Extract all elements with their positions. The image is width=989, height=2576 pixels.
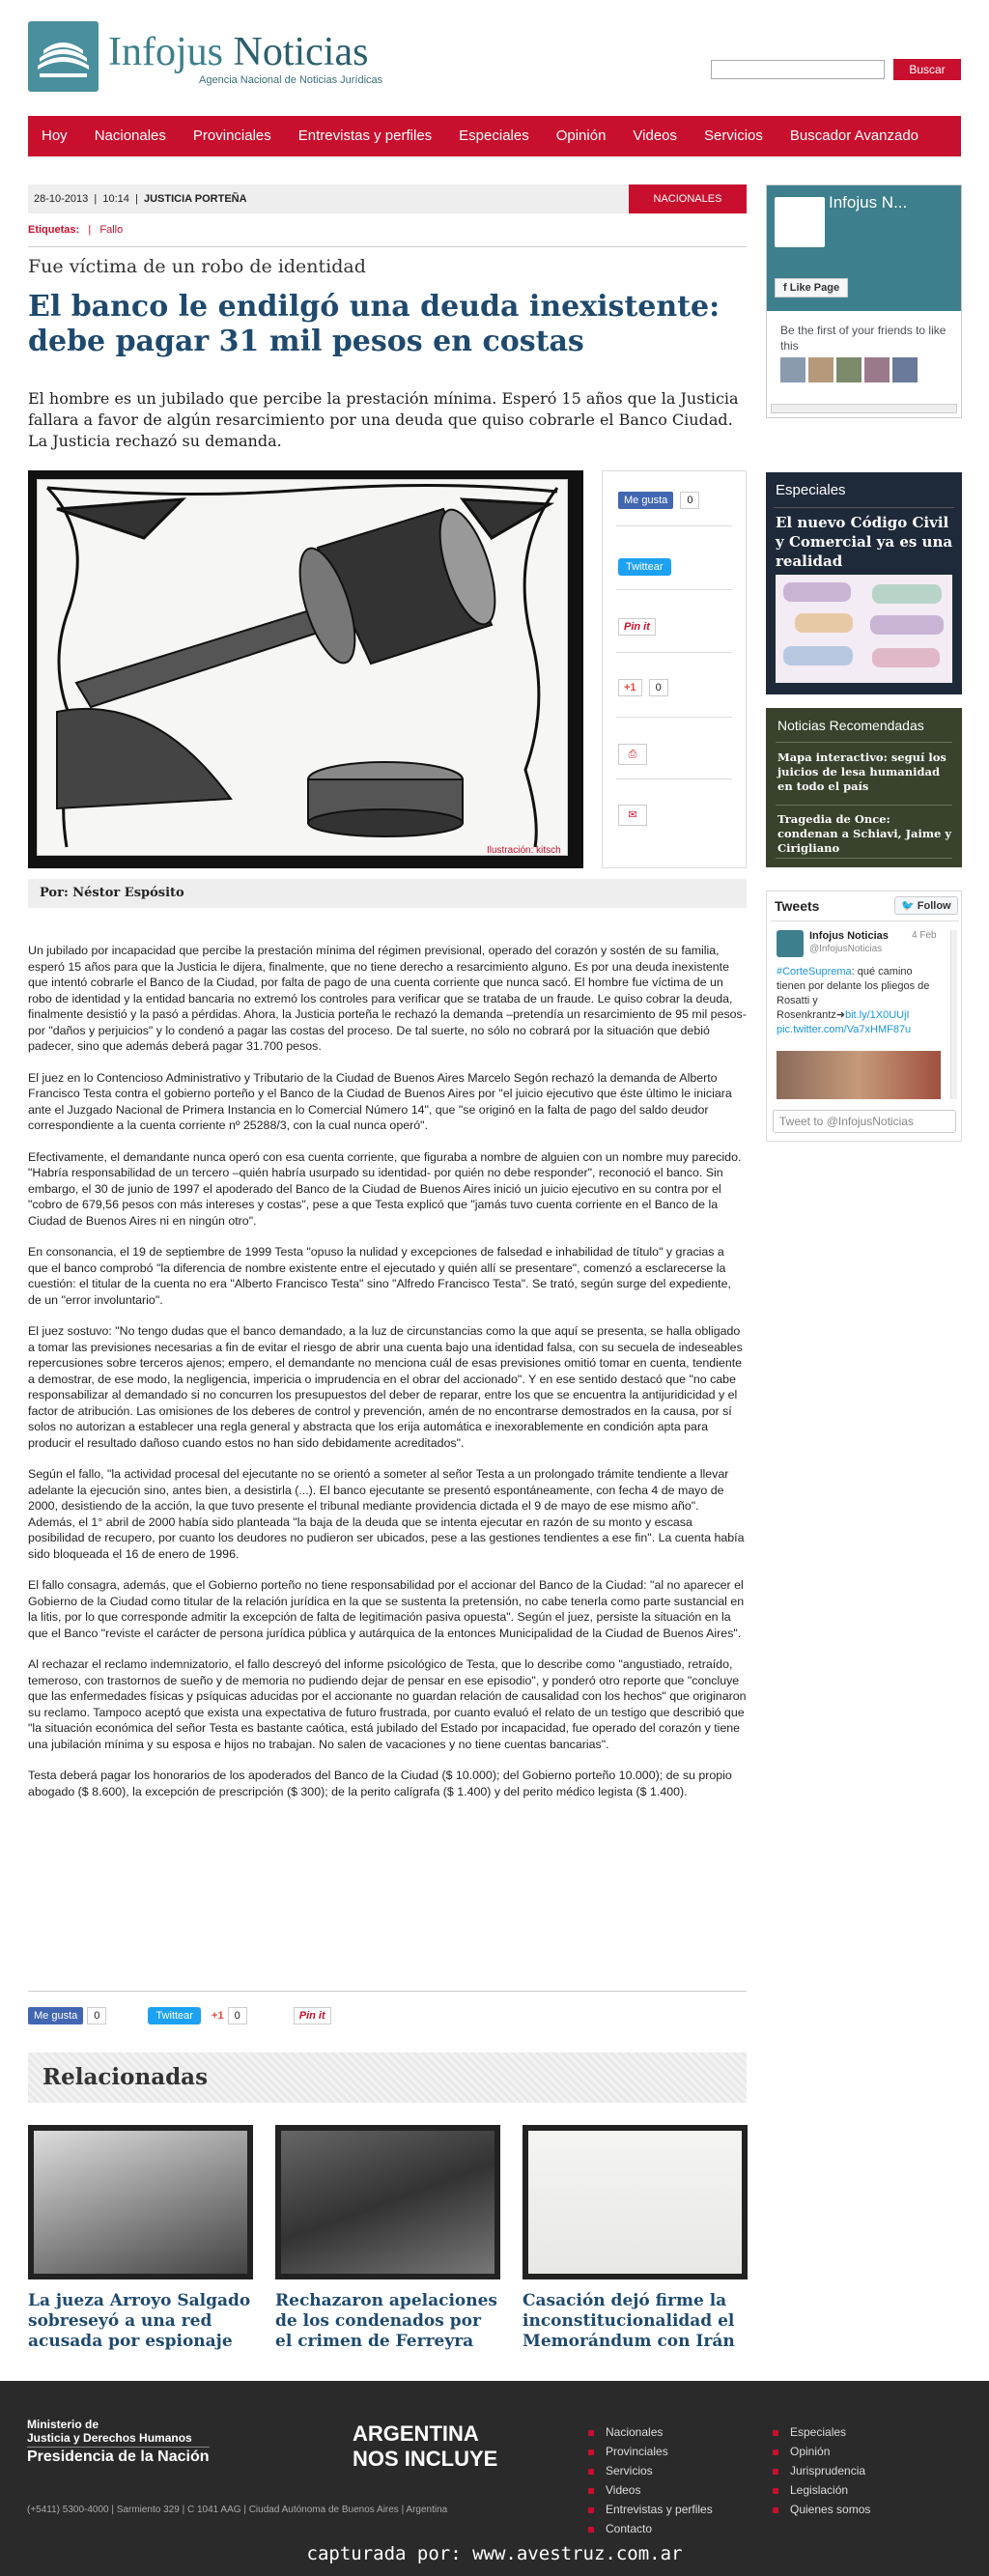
related-heading: Relacionadas — [28, 2052, 747, 2103]
footer-link[interactable]: Contacto — [606, 2522, 653, 2535]
paragraph: Testa deberá pagar los honorarios de los apoderados del Banco de la Ciudad ($ 10.000); del Gobierno porteño 10.000); de su propio abogado ($ 8.600), la excepción de prescripción ($ 300); de la perito calígrafa ($ 1.400) y del perito médico legista ($ 1.400). — [28, 1769, 732, 1798]
paragraph: El juez en lo Contencioso Administrativo y Tributario de la Ciudad de Buenos Aires Marcelo Segón rechazó la demanda de Alberto Francisco Testa contra el gobierno porteño y el Banco de la Ciudad de Buenos Aires por "el juicio ejecutivo que éste último le iniciara ante el Juzgado Nacional de Primera Instancia en lo Comercial Número 14", que "se originó en la falta de pago del saldo deudor correspondiente a la cuenta corriente nº 25288/3, con la cual nunca operó". — [28, 1070, 732, 1132]
article-meta-bar: 28-10-2013 | 10:14 | JUSTICIA PORTEÑA — [28, 184, 747, 213]
footer-link[interactable]: Entrevistas y perfiles — [606, 2503, 713, 2516]
footer-contact: (+5411) 5300-4000 | Sarmiento 329 | C 1041 AAG | Ciudad Autónoma de Buenos Aires | Argentina — [27, 2505, 448, 2515]
fb-like-count: 0 — [680, 492, 699, 509]
paragraph: El juez sostuvo: "No tengo dudas que el banco demandado, a la luz de circunstancias como la que aquí se presenta, se halla obligado a tomar las previsiones necesarias a fin de evitar el riesgo de abrir una cuenta bajo una identidad falsa, con su secuela de indeseables repercusiones sobre terceros ajenos; empero, el demandante no menciona cuál de esas previsiones omitió tomar en cuenta, tendiente a demostrar, de ese modo, la negligencia, impericia o imprudencia en el obrar del accionado". Y en ese sentido destacó que "no cabe responsabilizar al demandado si no concurren los presupuestos del deber de reparar, entre los que se encuentra la antijuridicidad y el factor de atribución. Las omisiones de los deberes de control y prevención, amén de no encontrarse demostrados en la causa, por sí solos no autorizan a establecer una regla general y abstracta que los erija automática e inexorablemente en condición apta para producir el resultado dañoso cuando estos no han sido debidamente acreditados". — [28, 1324, 743, 1450]
tweets-heading: Tweets — [775, 898, 820, 914]
nav-item-opinion[interactable]: Opinión — [555, 127, 607, 144]
avatar[interactable] — [836, 357, 862, 382]
footer-link[interactable]: Quienes somos — [790, 2503, 871, 2516]
tweet-photo[interactable] — [777, 1051, 941, 1099]
fb-like-page-button[interactable]: f Like Page — [775, 278, 848, 297]
paragraph: En consonancia, el 19 de septiembre de 1999 Testa "opuso la nulidad y excepciones de falsedad e inhabilidad de título" y gracias a que el banco comprobó "la diferencia de nombre existente entre el ejecutado y quién allí se presentare", comenzó a esclarecerse la cuestión: el titular de la cuenta no era "Alberto Francisco Testa" sino "Alfredo Francisco Testa". Se trató, según surge del expediente, de un "error involuntario". — [28, 1245, 731, 1307]
footer-link[interactable]: Legislación — [790, 2483, 849, 2497]
tweet-handle[interactable]: @InfojusNoticias — [809, 944, 883, 954]
related-title[interactable]: Rechazaron apelaciones de los condenados por el crimen de Ferreyra — [275, 2291, 497, 2351]
email-icon[interactable]: ✉ — [618, 805, 647, 826]
related-photo[interactable] — [528, 2131, 742, 2274]
ministry-logo[interactable]: Ministerio de Justicia y Derechos Humanos Presidencia de la Nación — [27, 2418, 210, 2465]
especiales-widget — [766, 472, 962, 694]
related-title[interactable]: Casación dejó firme la inconstitucionalidad el Memorándum con Irán — [523, 2291, 735, 2351]
twitter-share-button[interactable]: Twittear — [618, 558, 671, 576]
twitter-widget — [766, 891, 962, 1142]
divider — [616, 525, 732, 526]
gplus-button[interactable]: +1 0 — [618, 682, 668, 694]
divider — [776, 742, 952, 743]
avatar[interactable] — [892, 357, 918, 382]
twitter-share-button[interactable]: Twittear — [148, 2007, 201, 2024]
footer-link[interactable]: Servicios — [606, 2464, 653, 2477]
fb-page-logo-icon — [775, 197, 825, 247]
paragraph: Efectivamente, el demandante nunca operó con esa cuenta corriente, que figuraba a nombre de alguien con un nombre muy parecido. "Habría responsabilidad de un tercero –quién habría usurpado su identidad- por quién no debe responder", reconoció el banco. Sin embargo, el 30 de junio de 1997 el apoderado del Banco de la Ciudad de Buenos Aires inició un juicio ejecutivo en su contra por el "cobro de 679,56 pesos con más intereses y costas", pese a que Testa explicó que "jamás tuvo cuenta corriente en el Banco de la Ciudad de Buenos Aires ni en ningún otro". — [28, 1149, 742, 1228]
article-category[interactable]: JUSTICIA PORTEÑA — [144, 193, 247, 205]
tags-row: Etiquetas: | Fallo — [28, 224, 124, 236]
fb-page-banner[interactable] — [767, 185, 961, 311]
paragraph: Al rechazar el reclamo indemnizatorio, el fallo descreyó del informe psicológico de Testa, que lo describe como "angustiado, retraído, temeroso, con trastornos de sueño y de memoria no pudiendo dejar de pensar en ese episodio", y ponderó otro reporte que "concluye que las enfermedades físicas y psíquicas aducidas por el accionante no guardan relación de causalidad con los hechos" que originaron su reclamo. Tampoco aceptó que exista una expectativa de futuro frustrada, por cuanto evaluó el relato de un testigo que describió que "la situación económica del señor Testa es bastante caótica, está jubilado del Estado por incapacidad, fue operado del corazón y tiene una jubilación mínima y su esposa e hijos no trabajan. No salen de vacaciones y no tiene cuentas bancarias". — [28, 1657, 747, 1751]
recomendadas-widget — [766, 708, 962, 867]
nav-item-especiales[interactable]: Especiales — [459, 127, 529, 144]
divider — [774, 507, 954, 508]
fb-friends-avatars — [780, 357, 918, 382]
image-credit: Ilustración: kitsch — [487, 845, 561, 856]
print-icon[interactable]: ⎙ — [618, 744, 647, 765]
nav-item-hoy[interactable]: Hoy — [42, 127, 68, 144]
avatar[interactable] — [864, 357, 890, 382]
section-badge[interactable]: NACIONALES — [629, 184, 747, 213]
logo-icon[interactable] — [28, 21, 99, 92]
footer-link[interactable]: Videos — [606, 2483, 641, 2497]
recomendada-link[interactable]: Tragedia de Once: condenan a Schiavi, Jaime y Cirigliano — [777, 812, 952, 855]
main-nav — [28, 116, 961, 156]
recomendada-link[interactable]: Mapa interactivo: seguí los juicios de lesa humanidad en todo el país — [777, 750, 947, 793]
facebook-like-button[interactable]: Me gusta 0 — [28, 2010, 106, 2022]
pinit-button[interactable]: Pin it — [618, 618, 656, 636]
divider — [776, 805, 952, 806]
article-time: 10:14 — [102, 193, 129, 205]
tweet-text: #CorteSuprema: qué camino tienen por delante los pliegos de Rosatti y Rosenkrantz➜bit.ly/1X0UUjI pic.twitter.com/Va7xHMF87u — [777, 966, 930, 1035]
related-card[interactable] — [275, 2125, 500, 2352]
logo-subtitle: Agencia Nacional de Noticias Jurídicas — [199, 74, 383, 86]
facebook-page-widget — [766, 184, 962, 418]
paragraph: Según el fallo, "la actividad procesal del ejecutante no se orientó a someter al señor Testa a un prolongado trámite tendiente a llevar adelante la ejecución sino, antes bien, a desistirla (...). El banco ejecutante se presentó espontáneamente, con fecha 4 de mayo de 2000, desistiendo de la acción, la que tuvo presente el tribunal mediante providencia dictada el 9 de mayo de ese mismo año". Además, el 1° abril de 2000 había sido planteada "la baja de la deuda que se intenta ejecutar en razón de su monto y escasa posibilidad de recupero, por cuanto los deudores no pudieron ser ubicados, pese a las gestiones tendientes a ese fin". La cuenta había sido bloqueada el 16 de enero de 1996. — [28, 1467, 745, 1561]
share-panel — [602, 470, 747, 868]
paragraph: El fallo consagra, además, que el Gobierno porteño no tiene responsabilidad por el accionar del Banco de la Ciudad: "al no aparecer el Gobierno de la Ciudad como titular de la relación jurídica en la que se sustenta la pretensión, no cabe tenerla como parte sustancial en la litis, por lo que corresponde admitir la excepción de falta de legitimación pasiva opuesta". Según el juez, persiste la situación en la que el Banco "reviste el carácter de persona jurídica pública y autárquica de la entonces Municipalidad de la Ciudad de Buenos Aires". — [28, 1578, 745, 1640]
fb-friends-text: Be the first of your friends to like this — [780, 324, 947, 353]
related-card[interactable] — [28, 2125, 253, 2352]
capture-credit: capturada por: www.avestruz.com.ar — [306, 2543, 683, 2564]
tweet-scrollbar[interactable] — [950, 930, 957, 1099]
footer-link[interactable]: Nacionales — [606, 2425, 664, 2439]
divider — [776, 858, 952, 859]
footer-link[interactable]: Jurisprudencia — [790, 2464, 866, 2477]
especiales-heading: Especiales — [776, 482, 846, 498]
related-photo[interactable] — [34, 2131, 247, 2274]
avatar[interactable] — [808, 357, 834, 382]
article-kicker: Fue víctima de un robo de identidad — [28, 256, 366, 277]
tweet-author[interactable]: Infojus Noticias — [809, 930, 889, 942]
recomendadas-heading: Noticias Recomendadas — [777, 718, 924, 733]
fb-page-name[interactable]: Infojus N... — [829, 193, 908, 212]
tweet-to-input[interactable]: Tweet to @InfojusNoticias — [773, 1110, 956, 1133]
especiales-title[interactable]: El nuevo Código Civil y Comercial ya es una realidad — [776, 514, 953, 570]
related-card[interactable] — [523, 2125, 748, 2352]
nav-item-servicios[interactable]: Servicios — [704, 127, 763, 144]
divider — [28, 1991, 747, 1992]
argentina-nos-incluye-logo[interactable]: ARGENTINA NOS INCLUYE — [353, 2421, 498, 2471]
logo-title[interactable]: Infojus Noticias — [108, 30, 369, 74]
tweet-avatar[interactable] — [777, 930, 804, 957]
search-input[interactable] — [711, 60, 885, 79]
nav-item-videos[interactable]: Videos — [633, 127, 678, 144]
article-body — [28, 943, 747, 1815]
article-date: 28-10-2013 — [34, 193, 89, 205]
search-button[interactable]: Buscar — [893, 59, 961, 80]
footer-link[interactable]: Opinión — [790, 2445, 831, 2458]
article-author: Por: Néstor Espósito — [28, 879, 747, 908]
tags-label: Etiquetas: — [28, 224, 80, 236]
paragraph: Un jubilado por incapacidad que percibe la prestación mínima del régimen previsional, operado del corazón y sostén de su familia, esperó 15 años para que la Justicia le dijera, finalmente, que no tiene derecho a resarcimiento alguno. Es por una deuda inexistente que intentó cobrarle el Banco de la Ciudad, por falta de pago de una cuenta corriente que nunca sacó. El hombre fue víctima de un robo de identidad y la entidad bancaria no extremó los controles para verificar que se trataba de un fraude. Le quiso cobrar la deuda, finalmente desistió y la pasó a pérdidas. Ahora, la Justicia porteña le rechazó la demanda –pretendía un resarcimiento de 95 mil pesos- por "daños y perjuicios" y lo condenó a pagar las costas del proceso. De tal suerte, no sólo no cobrará por la situación que debió padecer, sino que además deberá pagar 31.700 pesos. — [28, 944, 747, 1053]
divider — [616, 652, 732, 653]
tweet-link[interactable]: pic.twitter.com/Va7xHMF87u — [777, 1024, 912, 1035]
footer — [0, 2381, 989, 2576]
article-image — [28, 470, 583, 868]
related-photo[interactable] — [281, 2131, 494, 2274]
divider — [616, 717, 732, 718]
fb-scrollbar[interactable] — [771, 404, 957, 413]
bottom-share-bar — [28, 2010, 395, 2031]
nav-item-buscador[interactable]: Buscador Avanzado — [789, 127, 919, 144]
nav-item-entrevistas[interactable]: Entrevistas y perfiles — [297, 127, 433, 144]
facebook-like-button[interactable]: Me gusta 0 — [618, 495, 699, 506]
divider — [616, 589, 732, 590]
tag-link[interactable]: Fallo — [99, 224, 124, 236]
gplus-button[interactable]: +1 0 — [212, 2010, 247, 2022]
article-headline: El banco le endilgó una deuda inexistente: debe pagar 31 mil pesos en costas — [28, 290, 721, 358]
related-title[interactable]: La jueza Arroyo Salgado sobreseyó a una red acusada por espionaje — [28, 2291, 251, 2351]
nav-item-nacionales[interactable]: Nacionales — [94, 127, 166, 144]
tweet-hashtag[interactable]: #CorteSuprema — [777, 966, 852, 977]
divider — [28, 246, 747, 247]
tweet-link[interactable]: bit.ly/1X0UUjI — [844, 1009, 910, 1021]
twitter-follow-button[interactable]: 🐦 Follow — [894, 896, 958, 915]
pinit-button[interactable]: Pin it — [294, 2007, 331, 2024]
tweet-date[interactable]: 4 Feb — [912, 930, 937, 941]
avatar[interactable] — [780, 357, 805, 382]
gplus-count: 0 — [649, 679, 668, 696]
especiales-image[interactable] — [776, 575, 952, 683]
article-lead: El hombre es un jubilado que percibe la prestación mínima. Esperó 15 años que la Justicia fallara a favor de algún resarcimiento por una deuda que quiso cobrarle el Banco Ciudad. La Justicia rechazó su demanda. — [28, 389, 739, 450]
divider — [771, 920, 959, 921]
nav-item-provinciales[interactable]: Provinciales — [192, 127, 271, 144]
divider — [616, 778, 732, 779]
footer-link[interactable]: Provinciales — [606, 2445, 668, 2458]
footer-link[interactable]: Especiales — [790, 2425, 847, 2439]
gavel-illustration — [37, 479, 568, 856]
